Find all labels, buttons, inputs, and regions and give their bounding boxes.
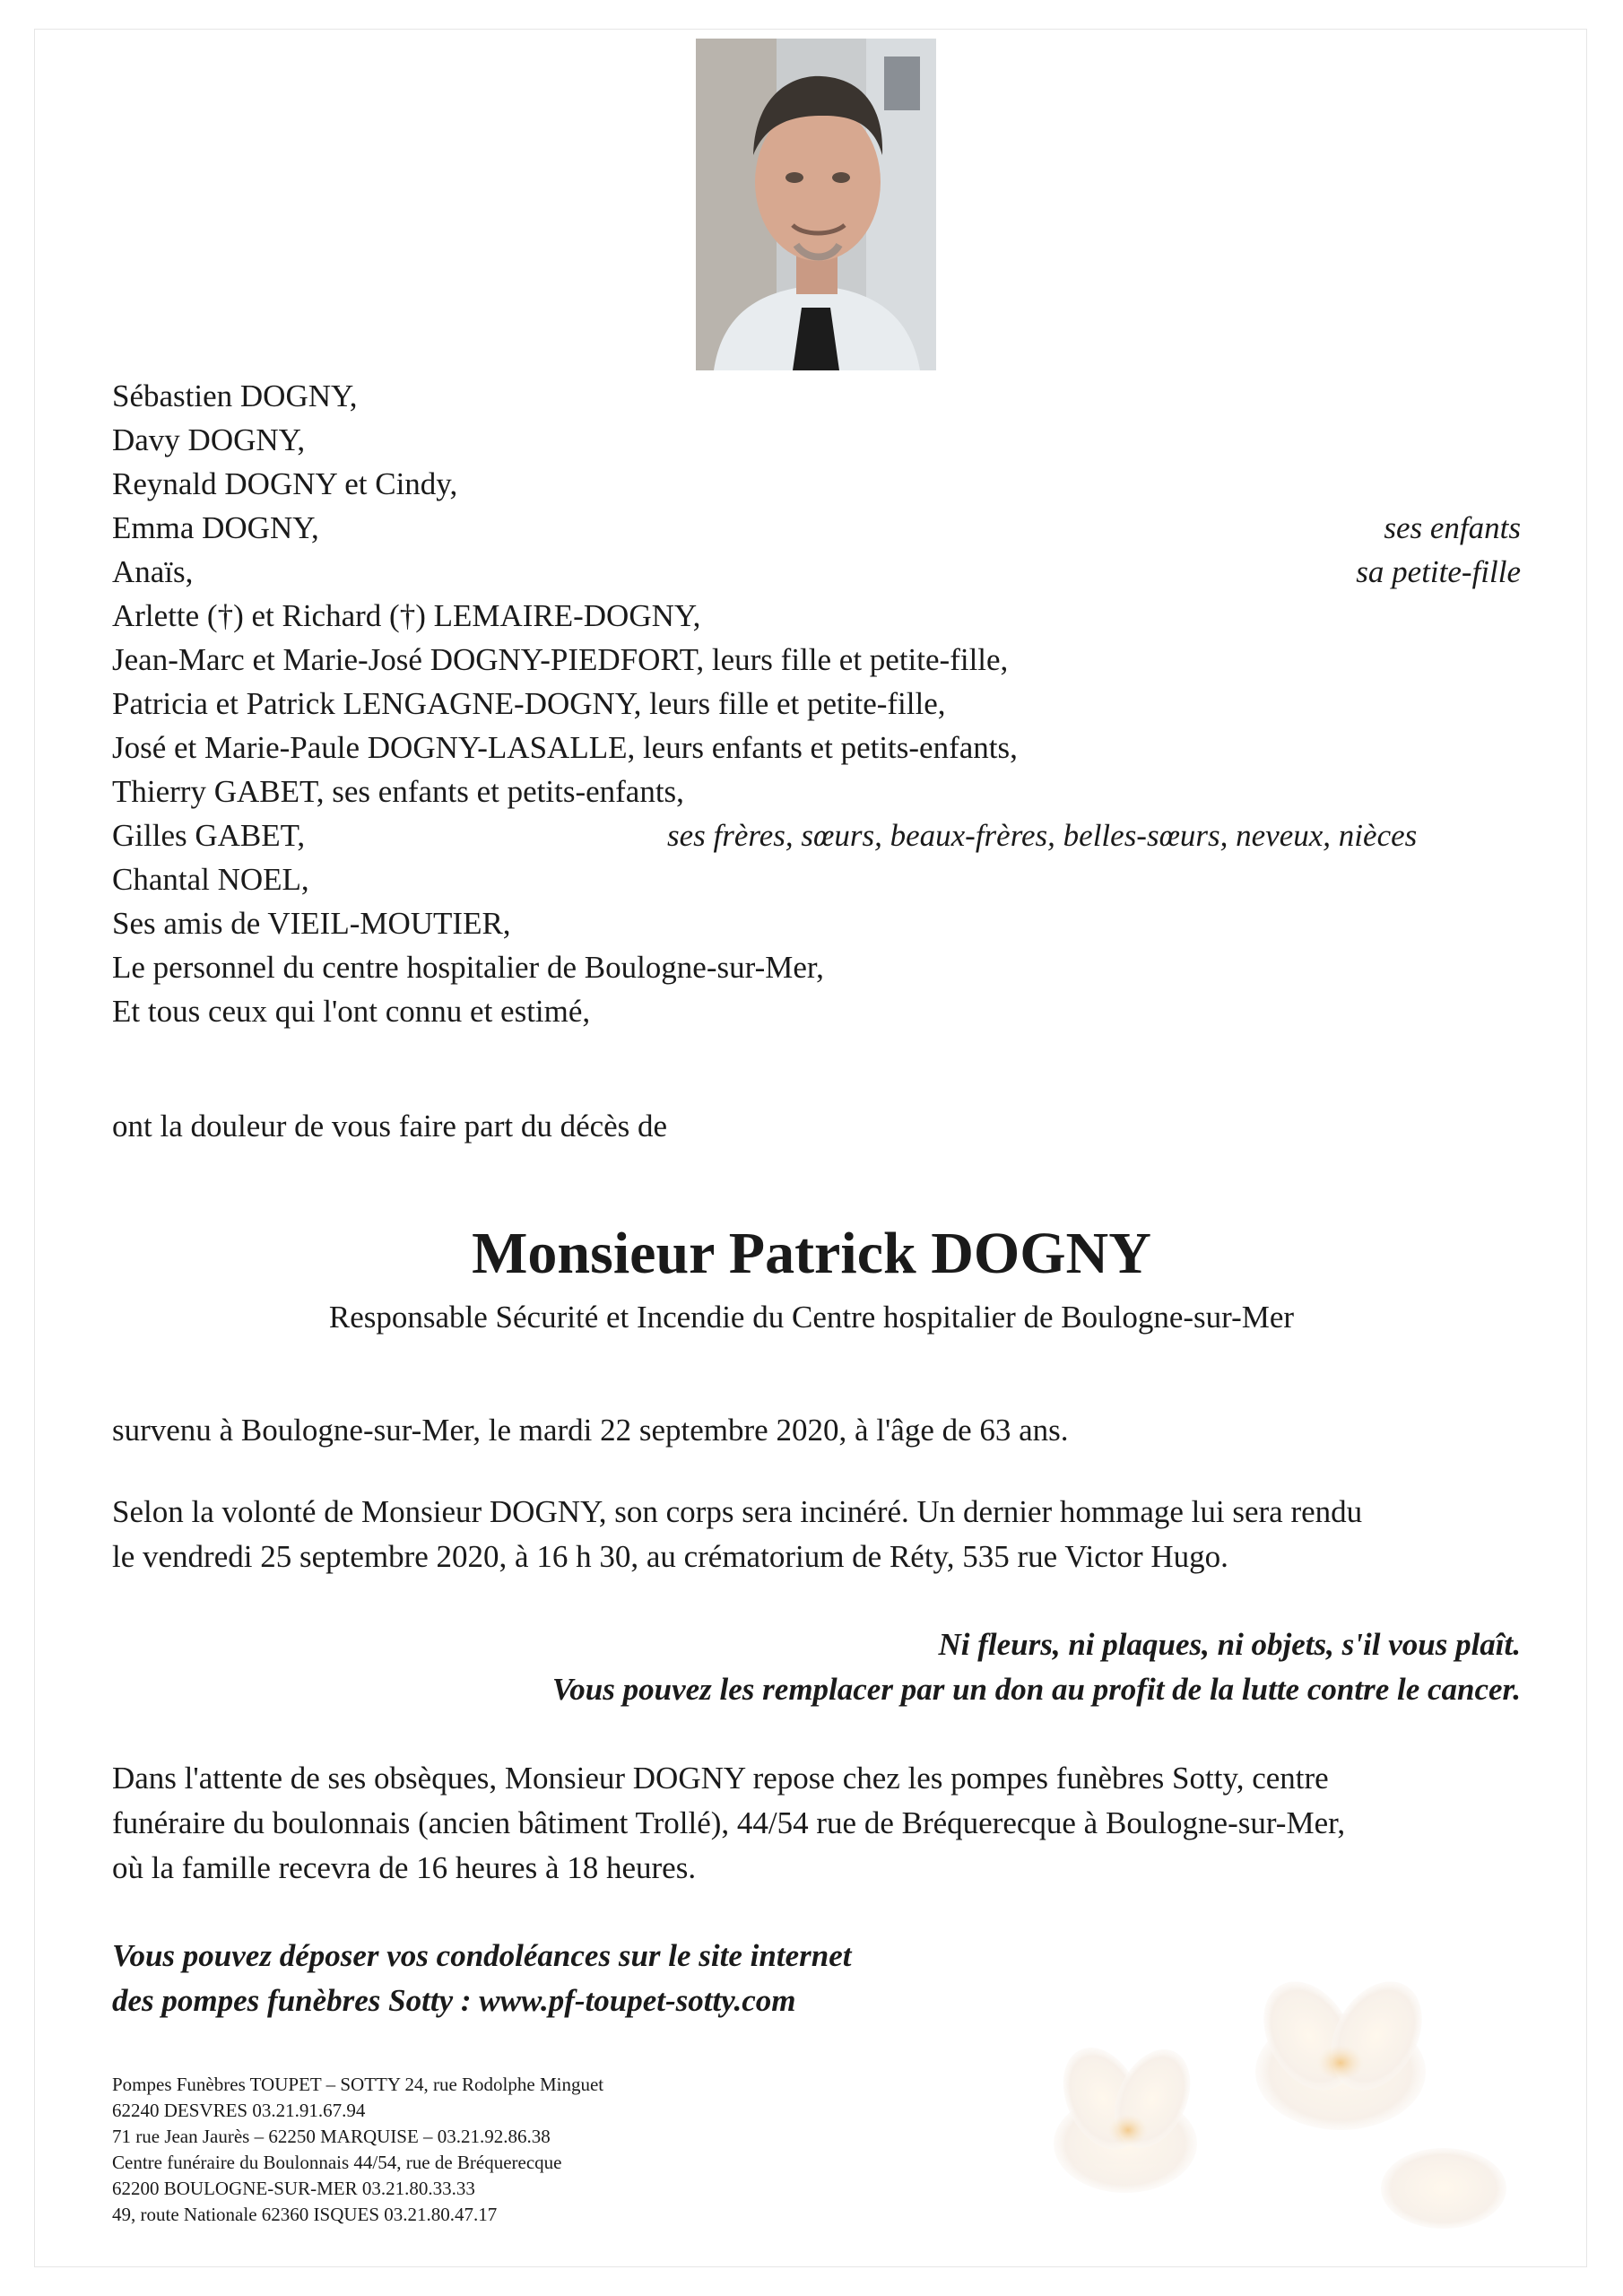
rest-paragraph (112, 1756, 1527, 1891)
footer-line: 62240 DESVRES 03.21.91.67.94 (112, 2100, 366, 2121)
family-line: Chantal NOEL, (112, 862, 309, 897)
ceremony-line: le vendredi 25 septembre 2020, à 16 h 30, au crématorium de Réty, 535 rue Victor Hugo. (112, 1539, 1228, 1574)
footer-line: Centre funéraire du Boulonnais 44/54, rue de Bréquerecque (112, 2152, 562, 2173)
footer-line: 71 rue Jean Jaurès – 62250 MARQUISE – 03.21.92.86.38 (112, 2126, 551, 2147)
family-line: José et Marie-Paule DOGNY-LASALLE, leurs enfants et petits-enfants, (112, 730, 1018, 765)
family-line: Patricia et Patrick LENGAGNE-DOGNY, leurs fille et petite-fille, (112, 686, 946, 721)
flowers-note-line: Vous pouvez les remplacer par un don au profit de la lutte contre le cancer. (551, 1672, 1521, 1707)
ceremony-line: Selon la volonté de Monsieur DOGNY, son corps sera incinéré. Un dernier hommage lui sera rendu (112, 1494, 1363, 1529)
family-line: Davy DOGNY, (112, 422, 306, 457)
family-line: Et tous ceux qui l'ont connu et estimé, (112, 994, 591, 1029)
family-line: Le personnel du centre hospitalier de Boulogne-sur-Mer, (112, 950, 824, 985)
death-line: survenu à Boulogne-sur-Mer, le mardi 22 septembre 2020, à l'âge de 63 ans. (112, 1413, 1069, 1448)
rest-line: où la famille recevra de 16 heures à 18 heures. (112, 1850, 697, 1885)
funeral-home-address (112, 2072, 603, 2228)
family-line: Arlette (†) et Richard (†) LEMAIRE-DOGNY, (112, 598, 701, 633)
portrait-photo (696, 39, 936, 370)
family-line: Gilles GABET, (112, 818, 306, 853)
family-line: Thierry GABET, ses enfants et petits-enfants, (112, 774, 684, 809)
family-line: Sébastien DOGNY, (112, 378, 358, 413)
rest-line: Dans l'attente de ses obsèques, Monsieur DOGNY repose chez les pompes funèbres Sotty, centre (112, 1761, 1329, 1796)
flowers-note-line: Ni fleurs, ni plaques, ni objets, s'il vous plaît. (938, 1627, 1521, 1662)
deceased-role: Responsable Sécurité et Incendie du Centre hospitalier de Boulogne-sur-Mer (328, 1300, 1295, 1335)
family-line: Reynald DOGNY et Cindy, (112, 466, 458, 501)
rest-line: funéraire du boulonnais (ancien bâtiment Trollé), 44/54 rue de Bréquerecque à Boulogne-sur-Mer, (112, 1805, 1346, 1840)
footer-line: 62200 BOULOGNE-SUR-MER 03.21.80.33.33 (112, 2178, 475, 2199)
relation-siblings: ses frères, sœurs, beaux-frères, belles-sœurs, neveux, nièces (667, 818, 1418, 853)
footer-line: Pompes Funèbres TOUPET – SOTTY 24, rue Rodolphe Minguet (112, 2074, 604, 2095)
deceased-name: Monsieur Patrick DOGNY (472, 1221, 1151, 1286)
family-line: Jean-Marc et Marie-José DOGNY-PIEDFORT, leurs fille et petite-fille, (112, 642, 1009, 677)
family-line: Ses amis de VIEIL-MOUTIER, (112, 906, 511, 941)
family-line: Emma DOGNY, (112, 510, 319, 545)
ceremony-paragraph (112, 1490, 1527, 1579)
orchid-decoration (1031, 1964, 1533, 2251)
condolences-line: des pompes funèbres Sotty : www.pf-toupet-sotty.com (112, 1983, 796, 2018)
family-line: Anaïs, (112, 554, 194, 589)
footer-line: 49, route Nationale 62360 ISQUES 03.21.80.47.17 (112, 2204, 498, 2225)
relation-children: ses enfants (1384, 510, 1521, 545)
condolences-line: Vous pouvez déposer vos condoléances sur le site internet (112, 1938, 852, 1973)
relation-granddaughter: sa petite-fille (1356, 554, 1521, 589)
announcement-text: ont la douleur de vous faire part du décès de (112, 1109, 668, 1144)
